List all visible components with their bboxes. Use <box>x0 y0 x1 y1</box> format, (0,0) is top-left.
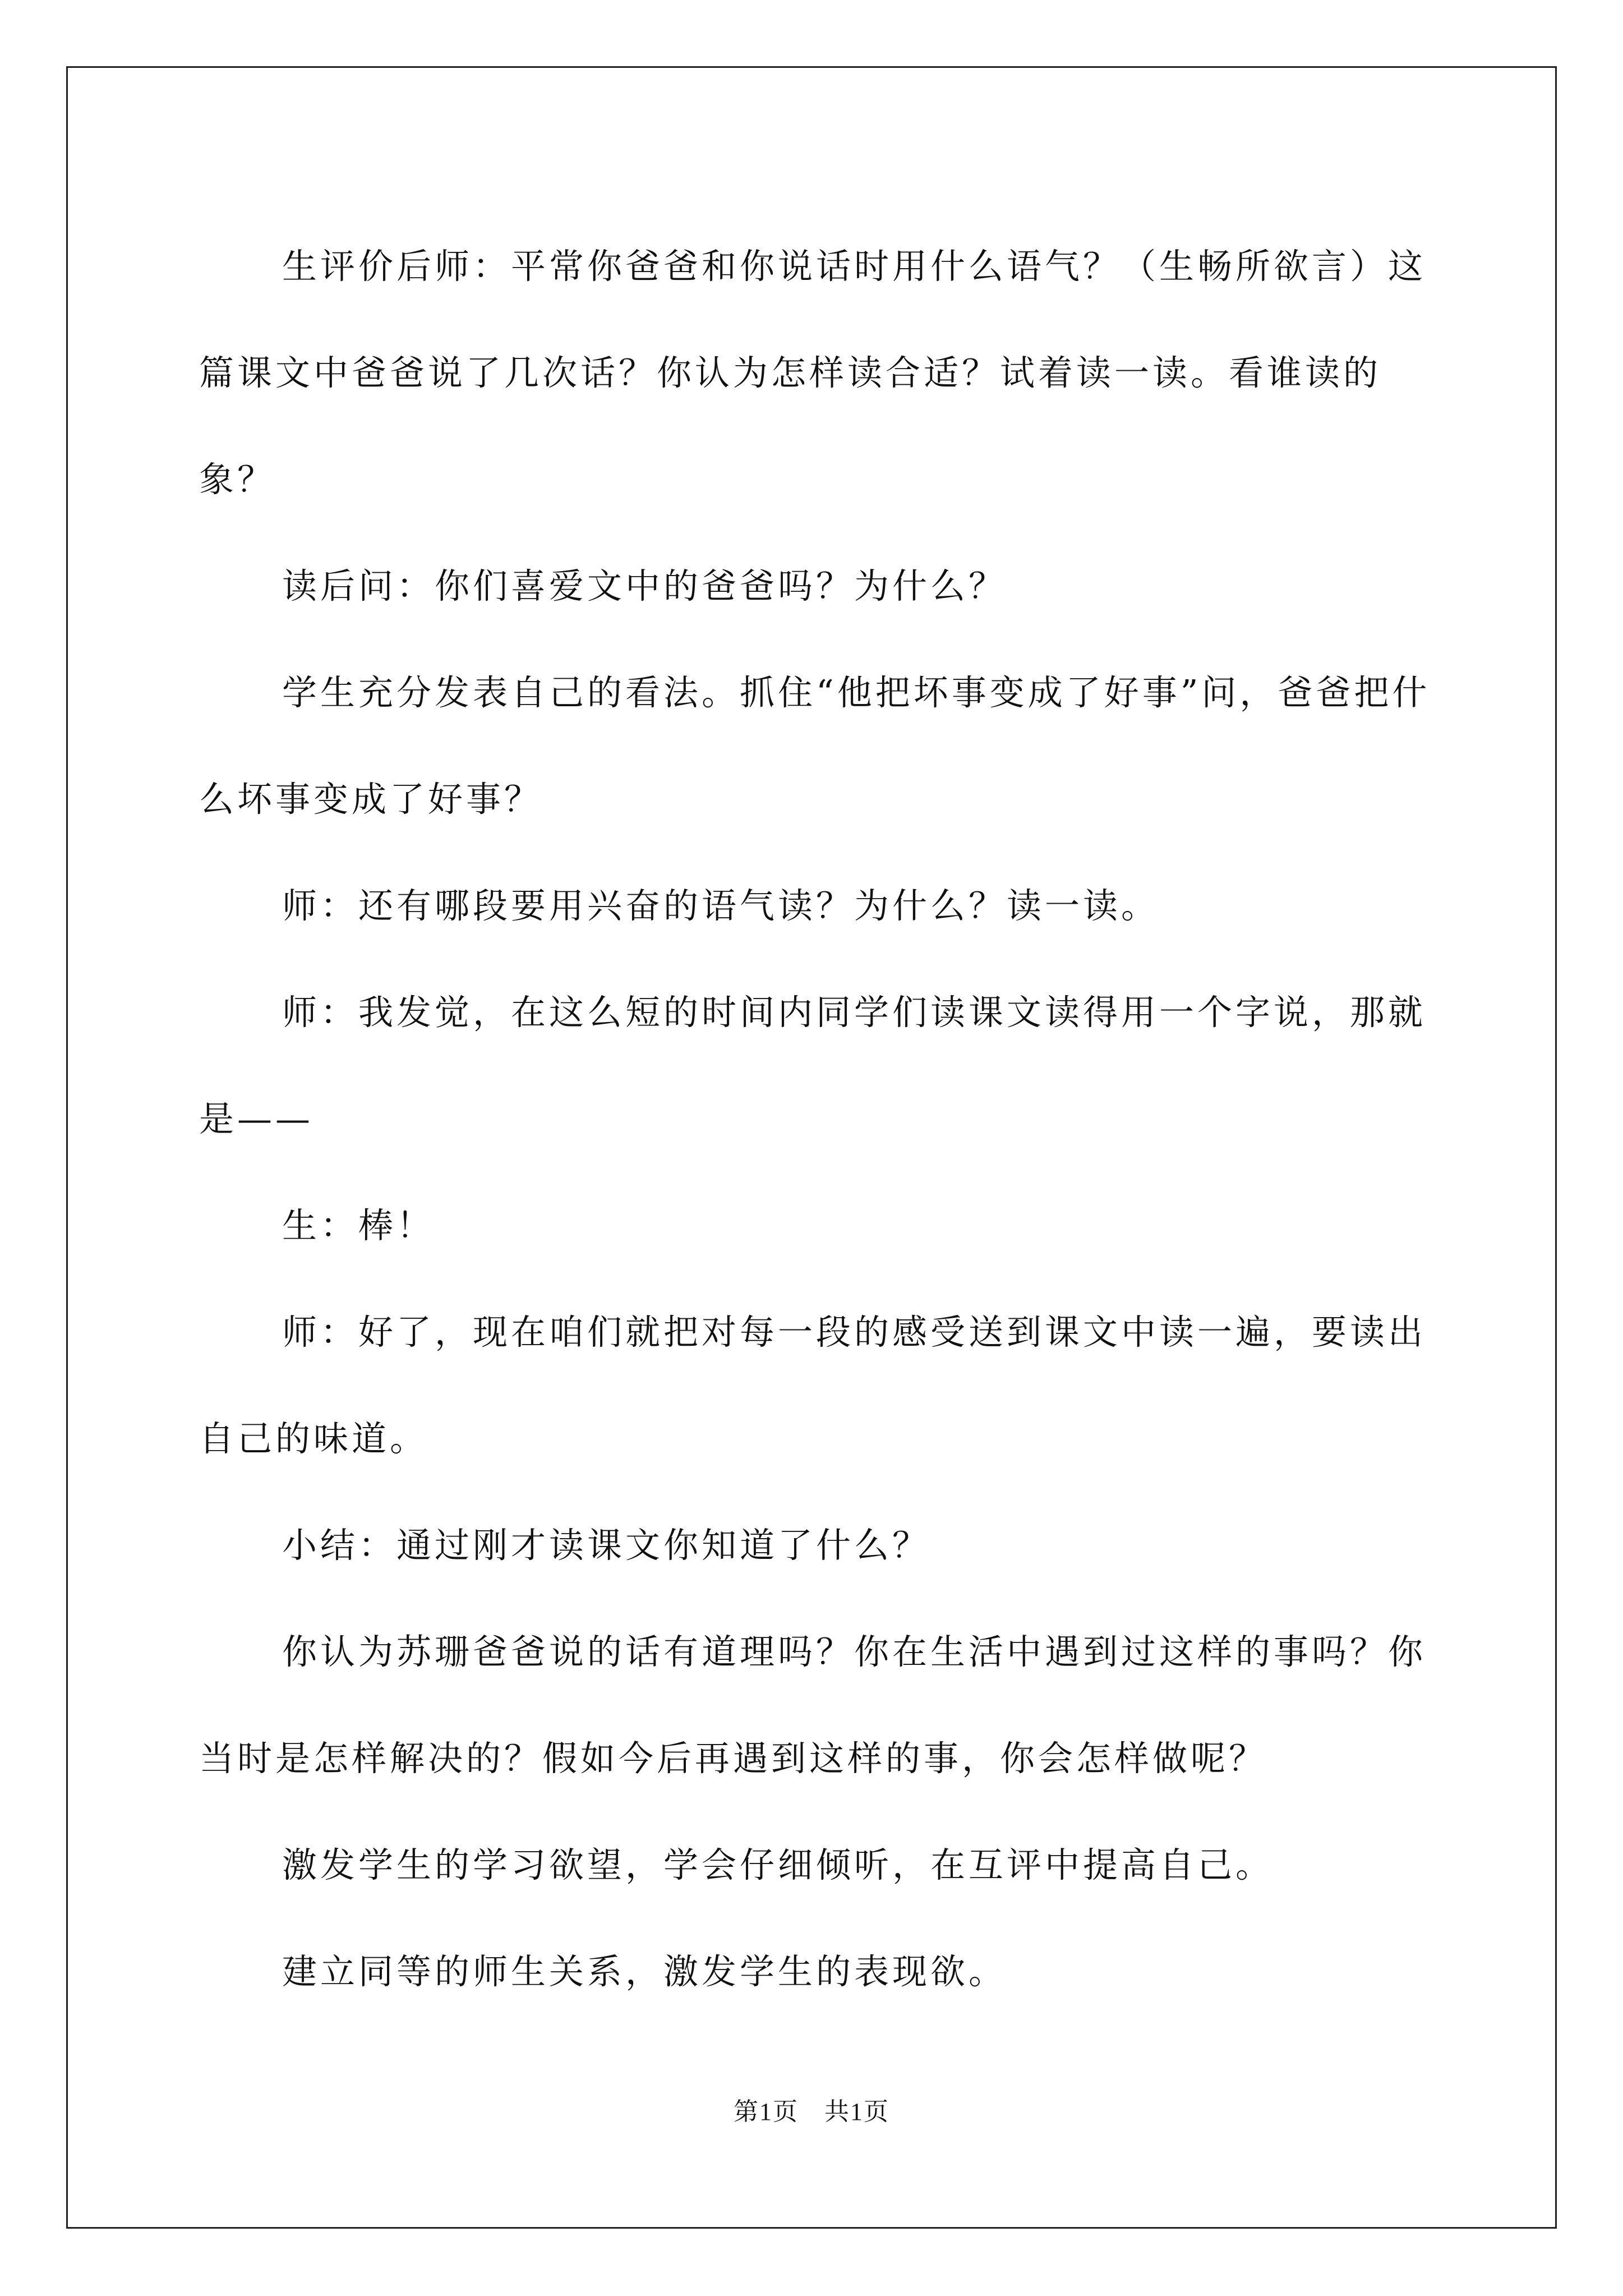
paragraph: 建立同等的师生关系，激发学生的表现欲。 <box>282 1951 1007 1992</box>
paragraph: 学生充分发表自己的看法。抓住“他把坏事变成了好事”问，爸爸把什么坏事变成了好事？ <box>199 672 1431 820</box>
paragraph: 生：棒！ <box>282 1205 435 1246</box>
page-number-footer: 第1页 共1页 <box>734 2098 889 2125</box>
paragraph: 师：好了，现在咱们就把对每一段的感受送到课文中读一遍，要读出自己的味道。 <box>199 1312 1427 1459</box>
paragraph: 小结：通过刚才读课文你知道了什么？ <box>282 1525 931 1566</box>
document-body <box>199 213 1433 2025</box>
paragraph: 生评价后师：平常你爸爸和你说话时用什么语气？（生畅所欲言）这篇课文中爸爸说了几次话？你认为怎样读合适？试着读一读。看谁读的象？ <box>199 246 1427 500</box>
paragraph: 激发学生的学习欲望，学会仔细倾听，在互评中提高自己。 <box>282 1844 1274 1885</box>
paragraph: 师：我发觉，在这么短的时间内同学们读课文读得用一个字说，那就是—— <box>199 992 1427 1139</box>
paragraph: 你认为苏珊爸爸说的话有道理吗？你在生活中遇到过这样的事吗？你当时是怎样解决的？假如今后再遇到这样的事，你会怎样做呢？ <box>199 1631 1427 1779</box>
paragraph: 读后问：你们喜爱文中的爸爸吗？为什么？ <box>282 565 1007 606</box>
paragraph: 师：还有哪段要用兴奋的语气读？为什么？读一读。 <box>282 885 1160 926</box>
